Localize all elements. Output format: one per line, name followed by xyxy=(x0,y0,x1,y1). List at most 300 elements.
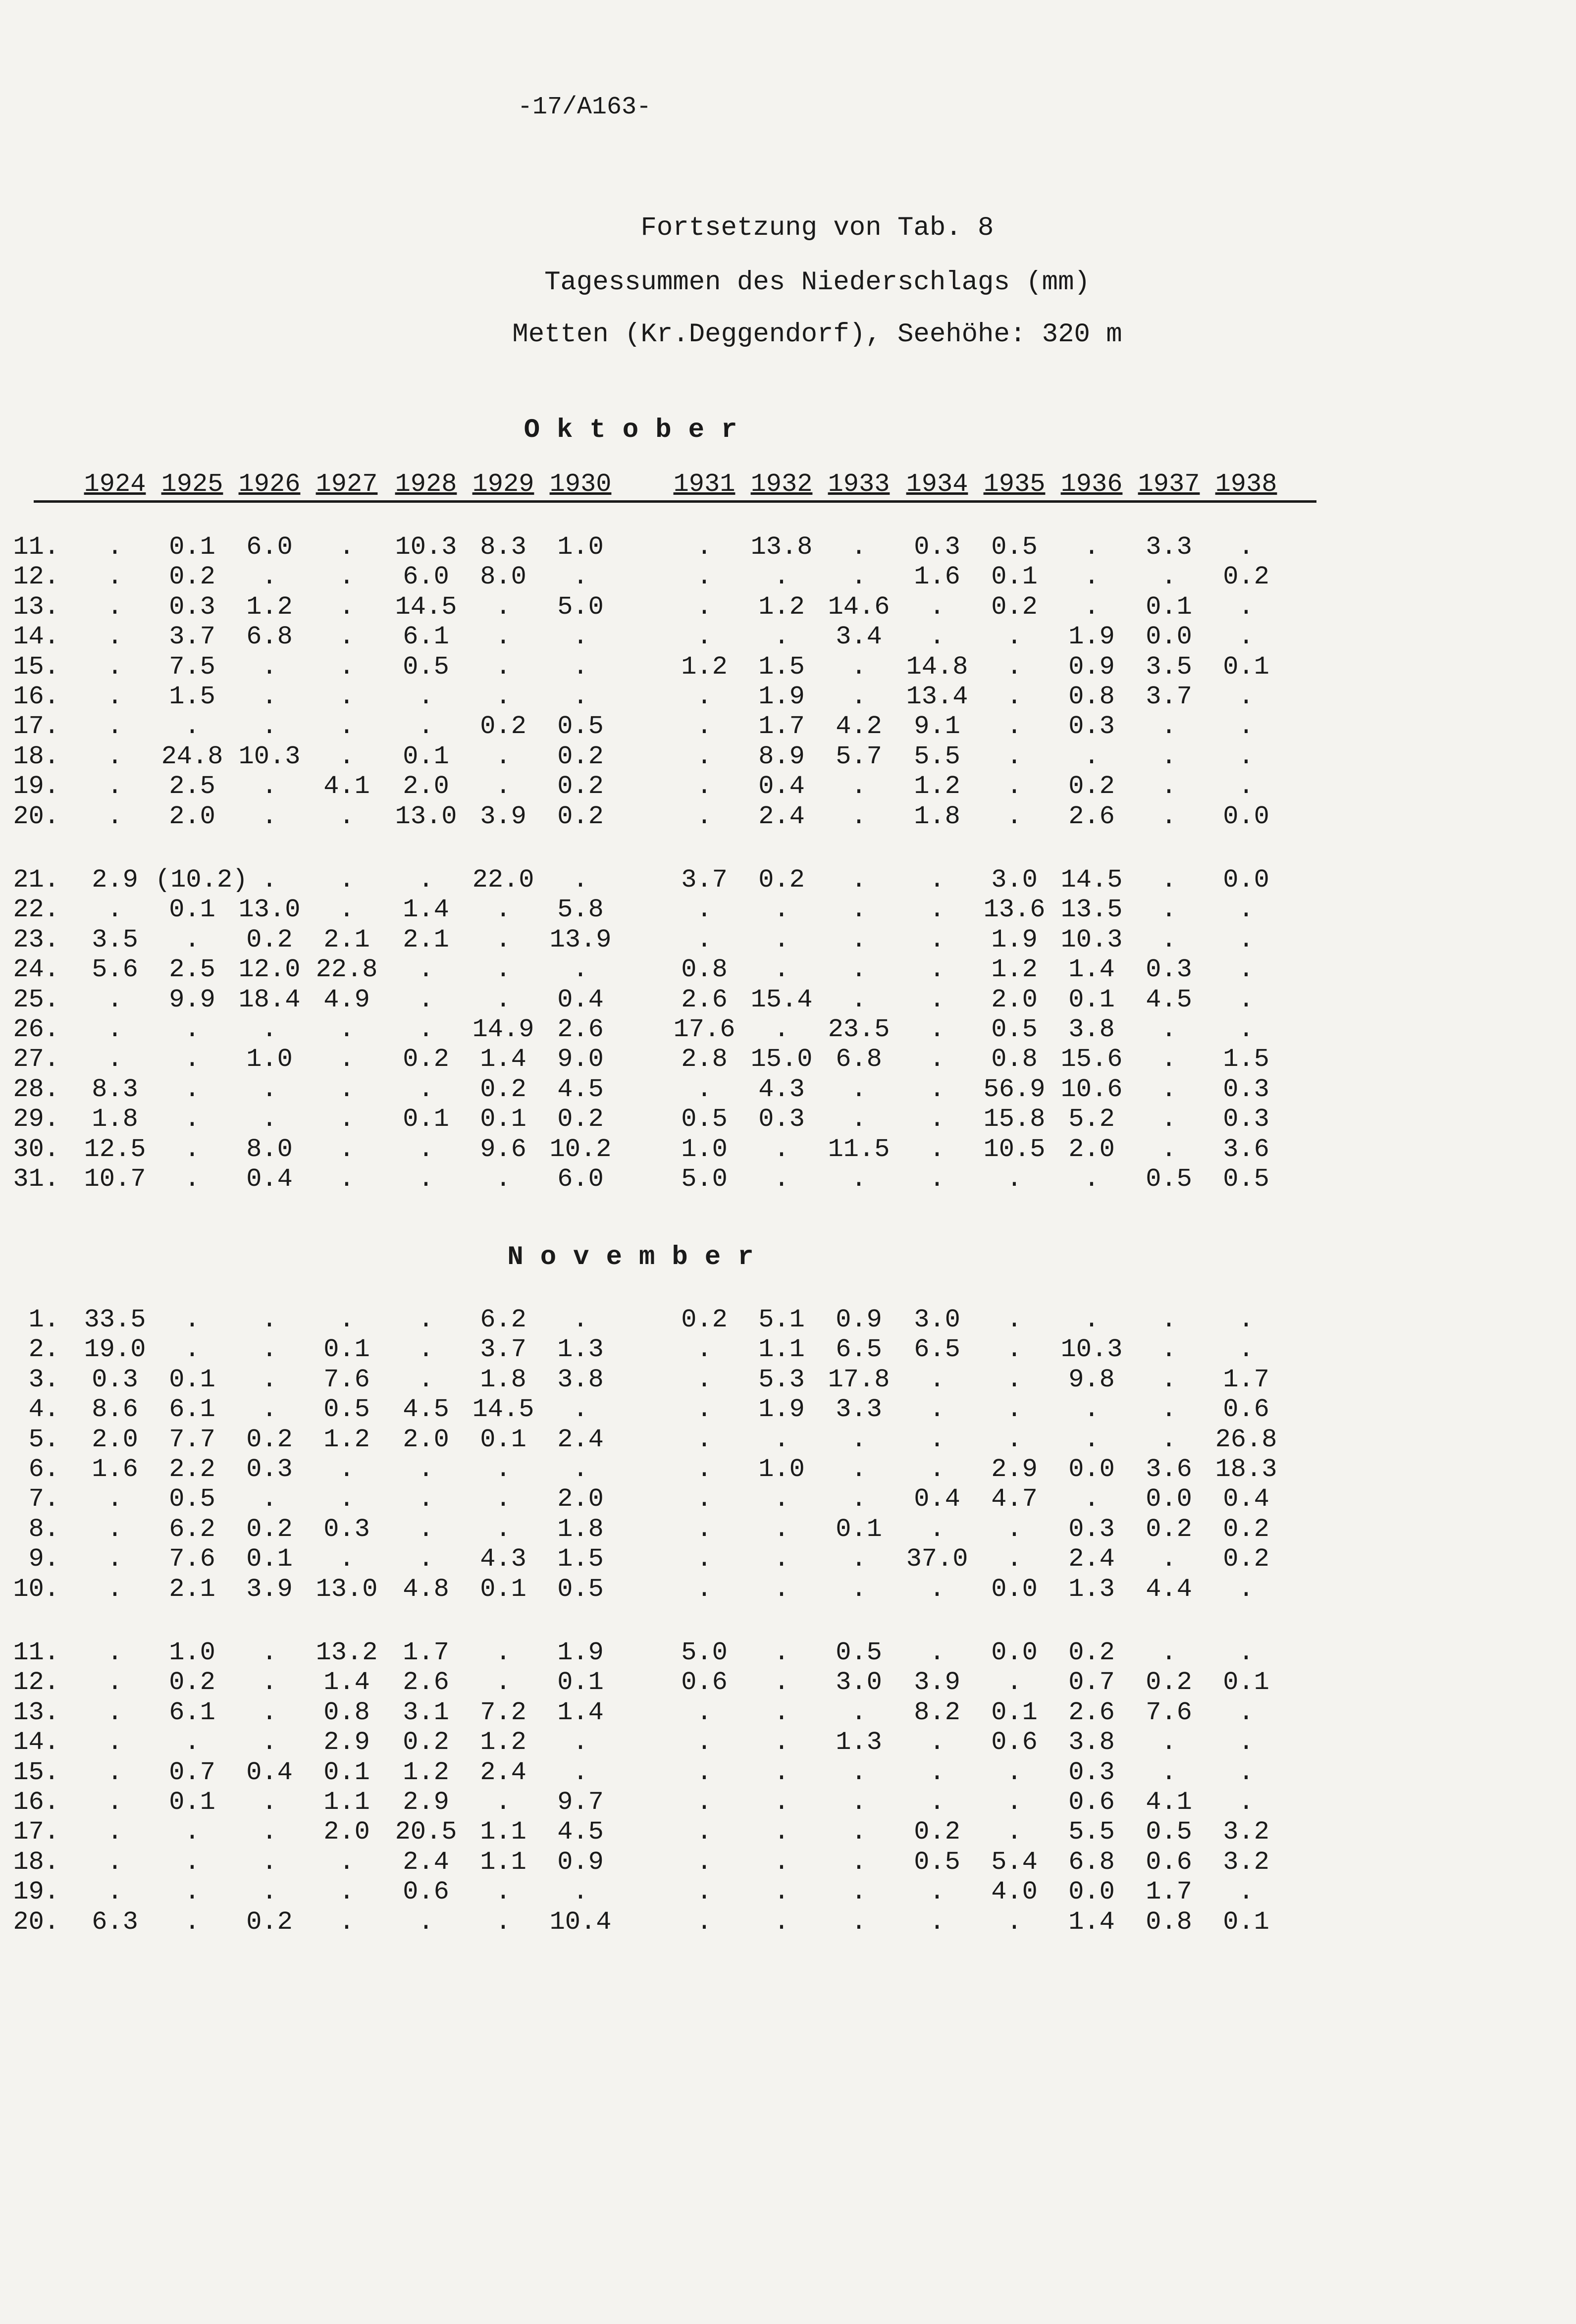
table-row xyxy=(0,1877,1337,1907)
table-cell: . xyxy=(184,1305,200,1334)
table-cell: . xyxy=(418,712,434,741)
table-cell: 13.6 xyxy=(983,895,1046,925)
table-cell: . xyxy=(1161,1728,1177,1757)
table-row xyxy=(0,1848,1337,1877)
table-cell: . xyxy=(1006,1788,1022,1817)
table-cell: . xyxy=(1238,682,1254,711)
table-cell: . xyxy=(1238,712,1254,741)
table-cell: . xyxy=(107,772,123,801)
table-cell: 4.1 xyxy=(1146,1788,1192,1817)
day-label: 23. xyxy=(13,925,59,954)
table-cell: 1.2 xyxy=(323,1425,370,1454)
table-title: Tagessummen des Niederschlags (mm) xyxy=(544,267,1090,298)
table-cell: 7.6 xyxy=(1146,1697,1192,1727)
table-cell: . xyxy=(1238,985,1254,1014)
table-cell: . xyxy=(262,1305,277,1334)
table-cell: . xyxy=(339,712,355,741)
table-cell: . xyxy=(339,801,355,831)
table-cell: 2.4 xyxy=(403,1847,449,1877)
day-label: 17. xyxy=(13,712,59,741)
table-cell: 11.5 xyxy=(828,1134,890,1164)
table-cell: . xyxy=(1006,1164,1022,1194)
table-row xyxy=(0,1015,1337,1045)
table-cell: . xyxy=(1161,1638,1177,1667)
table-cell: . xyxy=(107,1668,123,1697)
table-cell: 2.6 xyxy=(403,1668,449,1697)
day-label: 11. xyxy=(13,1638,59,1667)
table-cell: . xyxy=(696,592,712,622)
table-row xyxy=(0,1335,1337,1365)
table-cell: . xyxy=(774,1817,789,1847)
table-cell: 0.2 xyxy=(246,1907,293,1937)
table-cell: . xyxy=(696,682,712,711)
table-cell: 1.7 xyxy=(1223,1365,1269,1394)
table-cell: . xyxy=(107,592,123,622)
day-label: 12. xyxy=(13,1668,59,1697)
table-cell: 0.3 xyxy=(246,1455,293,1484)
table-cell: 2.9 xyxy=(323,1728,370,1757)
table-cell: . xyxy=(262,1728,277,1757)
table-cell: 2.9 xyxy=(403,1788,449,1817)
table-cell: . xyxy=(418,1544,434,1574)
table-row xyxy=(0,562,1337,592)
table-cell: . xyxy=(262,1484,277,1514)
table-cell: . xyxy=(1161,1335,1177,1365)
table-cell: 6.5 xyxy=(914,1335,960,1365)
table-cell: . xyxy=(339,1164,355,1194)
table-cell: 0.5 xyxy=(1146,1164,1192,1194)
table-cell: 3.8 xyxy=(1068,1015,1115,1044)
table-cell: 1.7 xyxy=(403,1638,449,1667)
table-cell: . xyxy=(262,801,277,831)
table-cell: . xyxy=(774,1697,789,1727)
table-cell: . xyxy=(418,1514,434,1544)
table-cell: . xyxy=(1006,1425,1022,1454)
table-cell: 0.9 xyxy=(836,1305,882,1334)
table-cell: . xyxy=(1238,1728,1254,1757)
day-label: 6. xyxy=(28,1455,59,1484)
table-cell: . xyxy=(696,1484,712,1514)
table-cell: 1.3 xyxy=(557,1335,604,1365)
table-cell: 0.3 xyxy=(1068,1514,1115,1544)
table-cell: . xyxy=(339,592,355,622)
table-cell: 0.2 xyxy=(1146,1514,1192,1544)
table-cell: 3.5 xyxy=(92,925,138,954)
table-cell: 1.2 xyxy=(403,1757,449,1787)
table-cell: 5.5 xyxy=(1068,1817,1115,1847)
table-cell: 14.9 xyxy=(472,1015,534,1044)
month-title-november: November xyxy=(507,1242,771,1272)
table-cell: 1.5 xyxy=(169,682,215,711)
table-cell: 3.7 xyxy=(1146,682,1192,711)
table-cell: 37.0 xyxy=(906,1544,968,1574)
table-cell: . xyxy=(696,1365,712,1394)
table-cell: . xyxy=(339,1877,355,1907)
table-cell: 1.4 xyxy=(323,1668,370,1697)
table-cell: 1.8 xyxy=(480,1365,526,1394)
table-cell: . xyxy=(495,925,511,954)
table-cell: 6.8 xyxy=(1068,1847,1115,1877)
table-cell: . xyxy=(774,1668,789,1697)
day-label: 5. xyxy=(28,1425,59,1454)
table-cell: . xyxy=(1006,1365,1022,1394)
table-cell: 2.4 xyxy=(758,801,805,831)
table-cell: 2.4 xyxy=(480,1757,526,1787)
table-cell: . xyxy=(184,1877,200,1907)
table-cell: 6.2 xyxy=(480,1305,526,1334)
table-cell: . xyxy=(339,1455,355,1484)
table-cell: 2.0 xyxy=(169,801,215,831)
table-cell: 2.4 xyxy=(1068,1544,1115,1574)
table-cell: . xyxy=(339,1847,355,1877)
table-cell: . xyxy=(851,1484,867,1514)
table-cell: . xyxy=(184,1335,200,1365)
table-cell: . xyxy=(696,532,712,562)
table-cell: . xyxy=(774,1514,789,1544)
table-cell: 6.2 xyxy=(169,1514,215,1544)
table-cell: . xyxy=(774,1574,789,1604)
table-cell: 0.3 xyxy=(1223,1105,1269,1134)
day-label: 4. xyxy=(28,1395,59,1425)
table-cell: . xyxy=(696,1728,712,1757)
table-cell: . xyxy=(107,532,123,562)
table-cell: 7.7 xyxy=(169,1425,215,1454)
table-cell: . xyxy=(573,1455,588,1484)
table-cell: . xyxy=(107,1574,123,1604)
day-label: 24. xyxy=(13,955,59,985)
day-label: 29. xyxy=(13,1105,59,1134)
table-cell: (10.2) xyxy=(155,865,248,895)
table-cell: . xyxy=(107,1697,123,1727)
table-cell: 0.5 xyxy=(836,1638,882,1667)
table-cell: . xyxy=(418,1365,434,1394)
table-cell: 8.0 xyxy=(246,1134,293,1164)
table-cell: 15.4 xyxy=(750,985,813,1014)
table-cell: . xyxy=(851,1074,867,1104)
table-cell: 1.4 xyxy=(480,1045,526,1074)
table-cell: . xyxy=(851,772,867,801)
table-cell: 1.3 xyxy=(1068,1574,1115,1604)
table-cell: . xyxy=(774,1757,789,1787)
table-cell: . xyxy=(495,955,511,985)
table-cell: . xyxy=(418,985,434,1014)
table-row xyxy=(0,1045,1337,1074)
table-cell: . xyxy=(418,865,434,895)
table-cell: 0.2 xyxy=(480,712,526,741)
table-cell: 2.0 xyxy=(403,772,449,801)
table-cell: 2.5 xyxy=(169,772,215,801)
table-row xyxy=(0,1135,1337,1164)
table-cell: . xyxy=(262,1847,277,1877)
table-cell: . xyxy=(929,1728,945,1757)
table-cell: 5.1 xyxy=(758,1305,805,1334)
table-cell: 18.3 xyxy=(1215,1455,1277,1484)
table-cell: 0.2 xyxy=(991,592,1038,622)
day-label: 13. xyxy=(13,592,59,622)
day-label: 2. xyxy=(28,1335,59,1365)
table-cell: . xyxy=(495,1788,511,1817)
table-cell: 5.8 xyxy=(557,895,604,925)
table-cell: . xyxy=(495,622,511,652)
table-cell: 3.2 xyxy=(1223,1847,1269,1877)
table-cell: . xyxy=(1238,592,1254,622)
table-cell: 6.1 xyxy=(169,1395,215,1425)
table-cell: 14.5 xyxy=(472,1395,534,1425)
table-cell: . xyxy=(696,1788,712,1817)
table-cell: 8.0 xyxy=(480,562,526,592)
table-cell: . xyxy=(339,741,355,771)
table-cell: . xyxy=(774,1728,789,1757)
table-cell: . xyxy=(107,741,123,771)
table-cell: . xyxy=(1161,1134,1177,1164)
table-cell: 14.5 xyxy=(395,592,457,622)
table-cell: . xyxy=(1238,1877,1254,1907)
table-cell: . xyxy=(1084,1425,1100,1454)
table-cell: 5.0 xyxy=(681,1164,728,1194)
table-cell: . xyxy=(418,1164,434,1194)
year-header: 1937 xyxy=(1138,470,1200,499)
table-cell: 1.8 xyxy=(557,1514,604,1544)
table-cell: 7.5 xyxy=(169,652,215,682)
table-cell: . xyxy=(262,1365,277,1394)
table-cell: 0.3 xyxy=(323,1514,370,1544)
table-cell: 6.5 xyxy=(836,1335,882,1365)
table-cell: . xyxy=(107,1757,123,1787)
day-label: 12. xyxy=(13,562,59,592)
table-cell: 1.0 xyxy=(169,1638,215,1667)
page-number: -17/A163- xyxy=(517,93,652,121)
table-cell: 14.5 xyxy=(1060,865,1123,895)
table-cell: 4.7 xyxy=(991,1484,1038,1514)
table-cell: . xyxy=(107,622,123,652)
table-cell: . xyxy=(851,895,867,925)
table-cell: . xyxy=(262,562,277,592)
table-cell: 2.1 xyxy=(323,925,370,954)
table-cell: . xyxy=(1161,801,1177,831)
table-cell: 1.0 xyxy=(681,1134,728,1164)
table-cell: 13.0 xyxy=(315,1574,378,1604)
table-cell: . xyxy=(1161,1395,1177,1425)
table-cell: 0.0 xyxy=(1146,1484,1192,1514)
table-cell: . xyxy=(495,895,511,925)
table-cell: 0.4 xyxy=(246,1757,293,1787)
table-cell: . xyxy=(107,1638,123,1667)
table-row xyxy=(0,772,1337,801)
table-row xyxy=(0,1788,1337,1817)
table-cell: . xyxy=(1006,801,1022,831)
table-cell: . xyxy=(339,1105,355,1134)
table-cell: . xyxy=(851,1757,867,1787)
table-cell: . xyxy=(107,562,123,592)
table-cell: 2.0 xyxy=(403,1425,449,1454)
table-cell: 0.1 xyxy=(403,1105,449,1134)
table-cell: . xyxy=(851,1877,867,1907)
table-cell: 5.3 xyxy=(758,1365,805,1394)
table-cell: . xyxy=(184,1134,200,1164)
table-cell: 0.3 xyxy=(169,592,215,622)
table-cell: . xyxy=(1161,562,1177,592)
table-cell: . xyxy=(262,1395,277,1425)
table-cell: . xyxy=(418,1335,434,1365)
table-cell: . xyxy=(851,682,867,711)
table-cell: . xyxy=(774,1877,789,1907)
table-cell: 15.0 xyxy=(750,1045,813,1074)
table-cell: 1.7 xyxy=(758,712,805,741)
table-cell: . xyxy=(107,895,123,925)
table-cell: . xyxy=(184,1074,200,1104)
table-cell: . xyxy=(1084,562,1100,592)
year-header: 1924 xyxy=(84,470,146,499)
header-rule xyxy=(34,500,1316,503)
table-cell: 0.1 xyxy=(1223,1668,1269,1697)
day-label: 22. xyxy=(13,895,59,925)
table-cell: 0.1 xyxy=(991,1697,1038,1727)
table-cell: . xyxy=(851,1847,867,1877)
table-cell: . xyxy=(184,925,200,954)
table-cell: . xyxy=(1006,1668,1022,1697)
table-row xyxy=(0,865,1337,895)
table-cell: . xyxy=(774,1134,789,1164)
table-cell: 2.4 xyxy=(557,1425,604,1454)
table-cell: . xyxy=(184,1847,200,1877)
table-cell: 0.0 xyxy=(1068,1877,1115,1907)
table-cell: 0.8 xyxy=(323,1697,370,1727)
table-cell: 1.9 xyxy=(991,925,1038,954)
table-cell: . xyxy=(107,1015,123,1044)
table-cell: . xyxy=(1161,1305,1177,1334)
table-cell: 1.9 xyxy=(758,1395,805,1425)
table-cell: . xyxy=(339,532,355,562)
table-cell: 4.2 xyxy=(836,712,882,741)
table-cell: . xyxy=(339,652,355,682)
table-row xyxy=(0,1758,1337,1788)
table-cell: 7.2 xyxy=(480,1697,526,1727)
table-cell: 13.8 xyxy=(750,532,813,562)
station-info: Metten (Kr.Deggendorf), Seehöhe: 320 m xyxy=(512,319,1122,350)
table-cell: . xyxy=(1161,1757,1177,1787)
table-cell: 0.6 xyxy=(403,1877,449,1907)
table-cell: 0.5 xyxy=(169,1484,215,1514)
table-cell: 2.6 xyxy=(681,985,728,1014)
table-cell: 4.1 xyxy=(323,772,370,801)
table-cell: 1.4 xyxy=(1068,1907,1115,1937)
table-cell: . xyxy=(1084,1395,1100,1425)
table-cell: . xyxy=(851,925,867,954)
table-cell: . xyxy=(184,1015,200,1044)
table-row xyxy=(0,1907,1337,1937)
table-cell: 2.2 xyxy=(169,1455,215,1484)
month-title-october: Oktober xyxy=(524,415,754,445)
year-header: 1926 xyxy=(238,470,301,499)
table-cell: . xyxy=(339,1484,355,1514)
table-cell: . xyxy=(929,1395,945,1425)
day-label: 8. xyxy=(28,1514,59,1544)
table-cell: . xyxy=(339,1544,355,1574)
table-cell: 0.2 xyxy=(557,1105,604,1134)
table-cell: . xyxy=(1006,772,1022,801)
table-cell: . xyxy=(929,1045,945,1074)
table-cell: 0.2 xyxy=(758,865,805,895)
table-cell: . xyxy=(1084,592,1100,622)
day-label: 15. xyxy=(13,652,59,682)
table-cell: 0.1 xyxy=(323,1335,370,1365)
table-cell: . xyxy=(262,1335,277,1365)
table-cell: 3.7 xyxy=(681,865,728,895)
table-cell: . xyxy=(339,895,355,925)
table-cell: . xyxy=(1161,1015,1177,1044)
table-cell: 1.2 xyxy=(480,1728,526,1757)
table-cell: 0.5 xyxy=(1223,1164,1269,1194)
table-cell: . xyxy=(929,925,945,954)
table-cell: . xyxy=(696,1817,712,1847)
table-cell: . xyxy=(262,652,277,682)
table-cell: . xyxy=(495,1455,511,1484)
table-cell: . xyxy=(774,895,789,925)
table-cell: . xyxy=(262,1817,277,1847)
table-row xyxy=(0,532,1337,562)
table-cell: 0.5 xyxy=(403,652,449,682)
table-cell: 10.5 xyxy=(983,1134,1046,1164)
table-cell: 1.3 xyxy=(836,1728,882,1757)
table-cell: 1.4 xyxy=(557,1697,604,1727)
table-cell: 14.6 xyxy=(828,592,890,622)
table-continuation-heading: Fortsetzung von Tab. 8 xyxy=(640,213,994,243)
table-cell: 22.0 xyxy=(472,865,534,895)
table-cell: . xyxy=(107,1817,123,1847)
table-cell: . xyxy=(929,1164,945,1194)
table-cell: 13.9 xyxy=(549,925,612,954)
table-cell: 0.3 xyxy=(914,532,960,562)
table-cell: . xyxy=(1006,1544,1022,1574)
table-cell: 8.3 xyxy=(480,532,526,562)
table-cell: 1.2 xyxy=(681,652,728,682)
year-header: 1927 xyxy=(315,470,378,499)
table-cell: 0.5 xyxy=(991,1015,1038,1044)
table-cell: 0.2 xyxy=(169,1668,215,1697)
table-cell: . xyxy=(929,1574,945,1604)
table-cell: 7.6 xyxy=(169,1544,215,1574)
table-cell: 56.9 xyxy=(983,1074,1046,1104)
table-cell: 5.7 xyxy=(836,741,882,771)
table-cell: 2.1 xyxy=(169,1574,215,1604)
table-cell: . xyxy=(262,1638,277,1667)
table-cell: . xyxy=(1006,1514,1022,1544)
table-cell: . xyxy=(1238,532,1254,562)
day-label: 9. xyxy=(28,1544,59,1574)
day-label: 17. xyxy=(13,1817,59,1847)
table-cell: 10.3 xyxy=(1060,1335,1123,1365)
table-cell: 0.8 xyxy=(1068,682,1115,711)
table-cell: 1.0 xyxy=(557,532,604,562)
day-label: 21. xyxy=(13,865,59,895)
table-cell: 1.5 xyxy=(557,1544,604,1574)
table-cell: . xyxy=(696,1697,712,1727)
table-row xyxy=(0,1425,1337,1455)
table-cell: . xyxy=(696,1425,712,1454)
table-cell: 3.5 xyxy=(1146,652,1192,682)
table-cell: 3.9 xyxy=(480,801,526,831)
table-cell: . xyxy=(107,801,123,831)
day-label: 26. xyxy=(13,1015,59,1044)
table-cell: . xyxy=(1084,1164,1100,1194)
table-cell: . xyxy=(339,682,355,711)
table-cell: . xyxy=(573,1728,588,1757)
table-cell: . xyxy=(851,1574,867,1604)
table-cell: 3.6 xyxy=(1146,1455,1192,1484)
table-cell: 0.2 xyxy=(557,801,604,831)
table-cell: 2.0 xyxy=(323,1817,370,1847)
table-cell: 1.8 xyxy=(914,801,960,831)
